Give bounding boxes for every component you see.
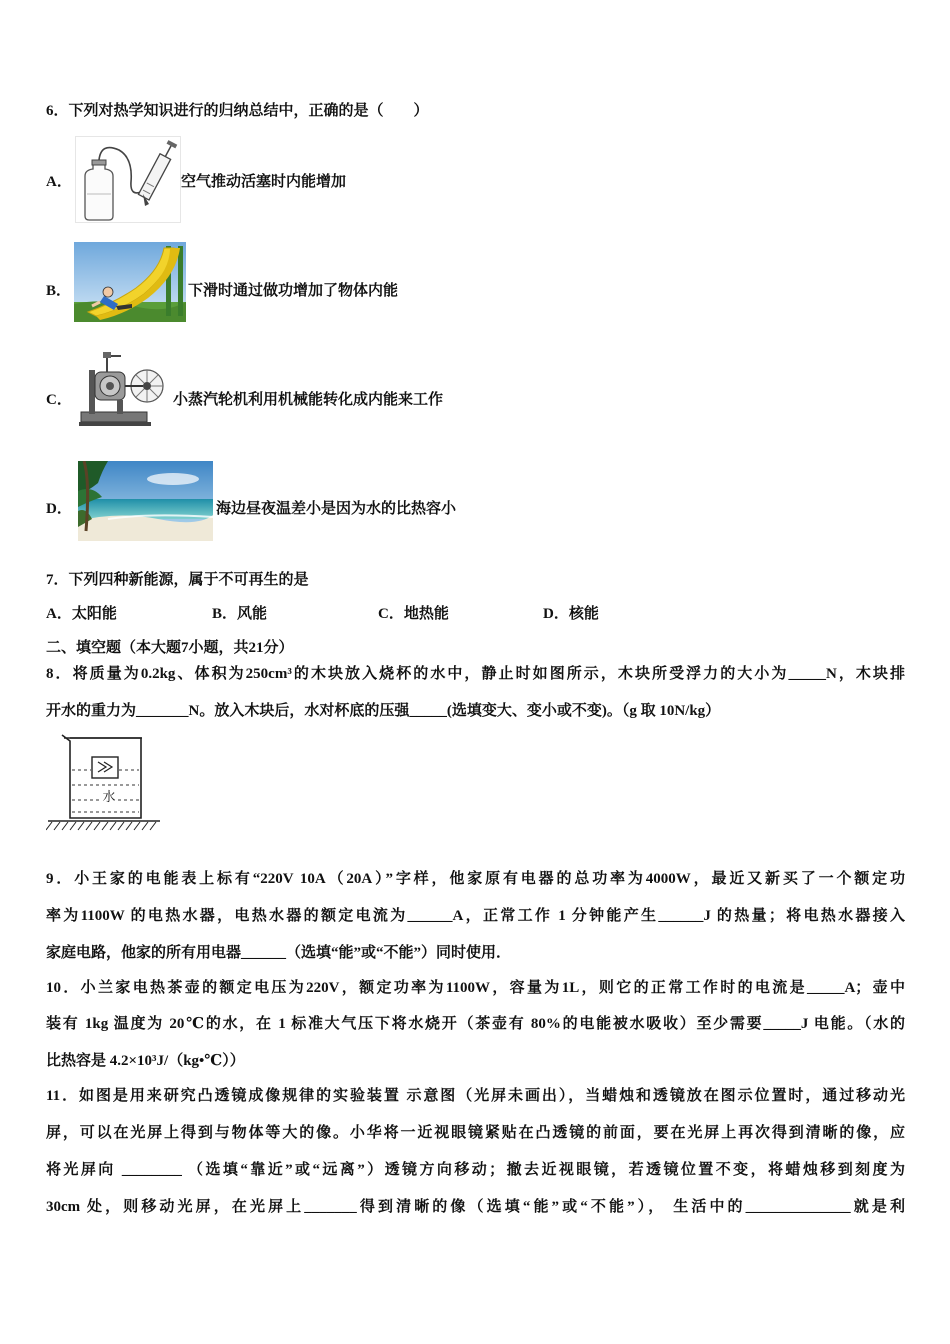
q6-option-c-letter: C． [46,392,72,408]
q6-option-a-letter: A． [46,174,72,190]
q11-line-2: 屏，可以在光屏上得到与物体等大的像。小华将一近视眼镜紧贴在凸透镜的前面，要在光屏上再次得到清晰的像，应 [46,1125,905,1141]
q7-option-d: D．核能 [543,606,599,622]
q9-line-1: 9．小王家的电能表上标有“220V 10A（20A）”字样，他家原有电器的总功率为4000W，最近又新买了一个额定功 [46,871,905,887]
q10-line-2: 装有 1kg 温度为 20℃的水，在 1 标准大气压下将水烧开（茶壶有 80%的电能被水吸收）至少需要_____J 电能。（水的 [46,1016,905,1032]
q6-option-c-text: 小蒸汽轮机利用机械能转化成内能来工作 [173,392,444,408]
q7-stem: 7．下列四种新能源，属于不可再生的是 [46,572,309,588]
q7-option-c: C．地热能 [378,606,449,622]
q9-line-3: 家庭电路，他家的所有用电器______（选填“能”或“不能”）同时使用． [46,945,512,961]
q6-option-b-image [74,242,186,322]
q10-line-1: 10．小兰家电热茶壶的额定电压为220V，额定功率为1100W，容量为1L，则它的正常工作时的电流是_____A；壶中 [46,980,905,996]
q6-option-a-image [75,136,181,223]
q11-line-1: 11．如图是用来研究凸透镜成像规律的实验装置 示意图（光屏未画出），当蜡烛和透镜放在图示位置时，通过移动光 [46,1088,905,1104]
q7-option-b: B．风能 [212,606,268,622]
q6-option-c-image [77,350,172,428]
q9-line-2: 率为1100W 的电热水器，电热水器的额定电流为______A，正常工作 1 分钟能产生______J 的热量；将电热水器接入 [46,908,905,924]
q10-line-3: 比热容是 4.2×10³J/（kg•℃）） [46,1053,245,1069]
q6-option-d-letter: D． [46,501,72,517]
q8-water-label: 水 [102,790,116,805]
q6-option-b-text: 下滑时通过做功增加了物体内能 [188,283,399,299]
q6-stem: 6．下列对热学知识进行的归纳总结中，正确的是（ ） [46,103,429,119]
q8-line-2: 开水的重力为_______N。放入木块后，水对杯底的压强_____(选填变大、变小或不变)。（g 取 10N/kg） [46,703,721,719]
q8-line-1: 8．将质量为0.2kg、体积为250cm³的木块放入烧杯的水中，静止时如图所示，木块所受浮力的大小为_____N，木块排 [46,666,905,682]
q11-line-3: 将光屏向 ________ （选填“靠近”或“远离”）透镜方向移动；撤去近视眼镜，若透镜位置不变，将蜡烛移到刻度为 [46,1162,905,1178]
q6-option-b-letter: B． [46,283,72,299]
q11-line-4: 30cm 处，则移动光屏，在光屏上_______得到清晰的像（选填“能”或“不能”）， 生活中的______________就是利 [46,1199,905,1215]
q8-beaker-figure [46,733,164,833]
q6-option-d-text: 海边昼夜温差小是因为水的比热容小 [216,501,457,517]
section-title-fill-in: 二、填空题（本大题7小题，共21分） [46,640,294,656]
q7-option-a: A．太阳能 [46,606,117,622]
q6-option-a-text: 空气推动活塞时内能增加 [181,174,347,190]
q6-option-d-image [78,461,213,541]
